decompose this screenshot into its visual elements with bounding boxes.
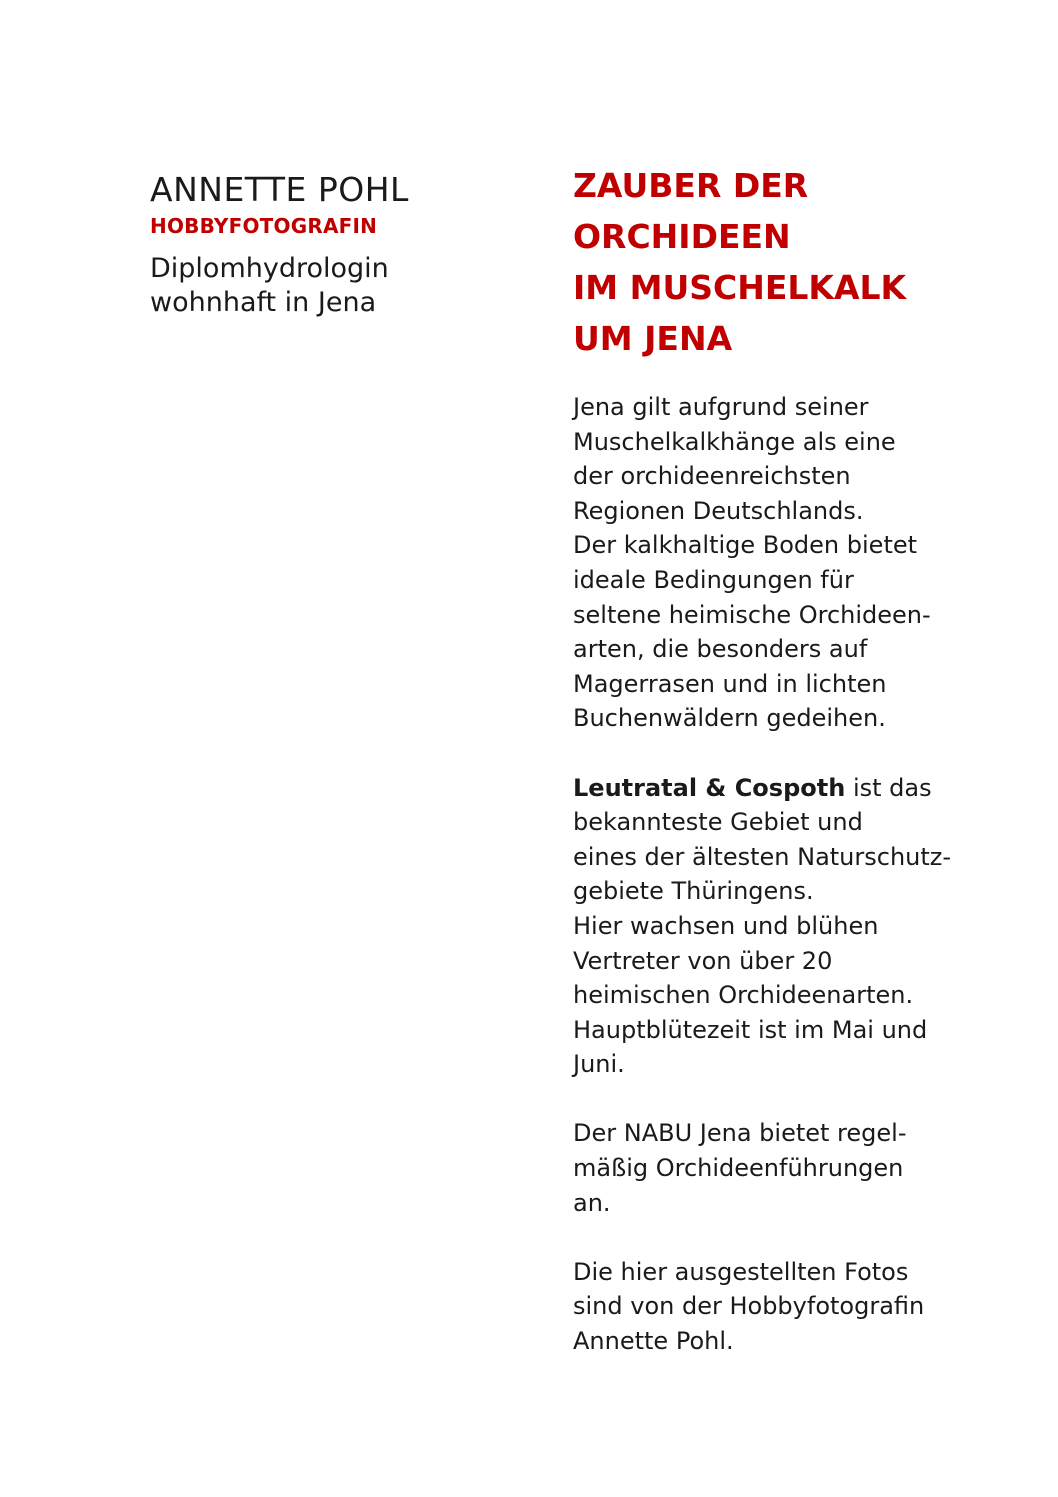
paragraph-gap (573, 736, 1013, 771)
text-line: Die hier ausgestellten Fotos (573, 1257, 909, 1286)
author-role: HOBBYFOTOGRAFIN (150, 214, 378, 238)
author-name: ANNETTE POHL (150, 170, 409, 209)
paragraph-leutratal (573, 771, 1013, 1082)
article-block (573, 160, 1013, 1359)
text-line: Hier wachsen und blühen (573, 911, 879, 940)
text-line: seltene heimische Orchideen- (573, 600, 931, 629)
text-line: der orchideenreichsten (573, 462, 851, 491)
text-line: gebiete Thüringens. (573, 877, 814, 906)
text-line (573, 771, 1013, 806)
place-name: Leutratal & Cospoth (573, 773, 846, 802)
paragraph-nabu (573, 1116, 1013, 1220)
text-line: Vertreter von über 20 (573, 946, 833, 975)
headline-line: ZAUBER DER (573, 166, 809, 205)
text-line: Jena gilt aufgrund seiner (573, 393, 869, 421)
text-line: Magerrasen und in lichten (573, 669, 887, 698)
headline-line: UM JENA (573, 319, 733, 358)
text-line: eines der ältesten Naturschutz- (573, 842, 952, 871)
headline-line: ORCHIDEEN (573, 217, 791, 256)
author-bio-line: wohnhaft in Jena (150, 287, 377, 318)
text-line: Muschelkalkhänge als eine (573, 427, 896, 456)
text-line: bekannteste Gebiet und (573, 808, 863, 837)
text-fragment: ist das (845, 773, 932, 802)
author-bio (150, 252, 470, 320)
headline-line: IM MUSCHELKALK (573, 268, 907, 307)
text-line: Regionen Deutschlands. (573, 496, 864, 525)
text-line: Hauptblütezeit ist im Mai und (573, 1015, 928, 1044)
paragraph-gap (573, 1082, 1013, 1117)
text-line: Juni. (573, 1050, 625, 1079)
paragraph-intro (573, 390, 1013, 736)
author-bio-line: Diplomhydrologin (150, 253, 389, 284)
text-line: arten, die besonders auf (573, 635, 868, 664)
text-line: Der kalkhaltige Boden bietet (573, 531, 918, 560)
paragraph-credits (573, 1255, 1013, 1359)
page-title (573, 160, 1013, 364)
article-body (573, 390, 1013, 1359)
text-line: heimischen Orchideenarten. (573, 981, 914, 1010)
text-line: mäßig Orchideenführungen (573, 1154, 904, 1183)
text-line: Buchenwäldern gedeihen. (573, 704, 886, 733)
text-line: Annette Pohl. (573, 1327, 734, 1356)
paragraph-gap (573, 1220, 1013, 1255)
text-line: Der NABU Jena bietet regel- (573, 1119, 907, 1148)
author-block (150, 170, 470, 320)
text-line: an. (573, 1188, 611, 1217)
text-line: ideale Bedingungen für (573, 565, 854, 594)
text-line: sind von der Hobbyfotografin (573, 1292, 925, 1321)
